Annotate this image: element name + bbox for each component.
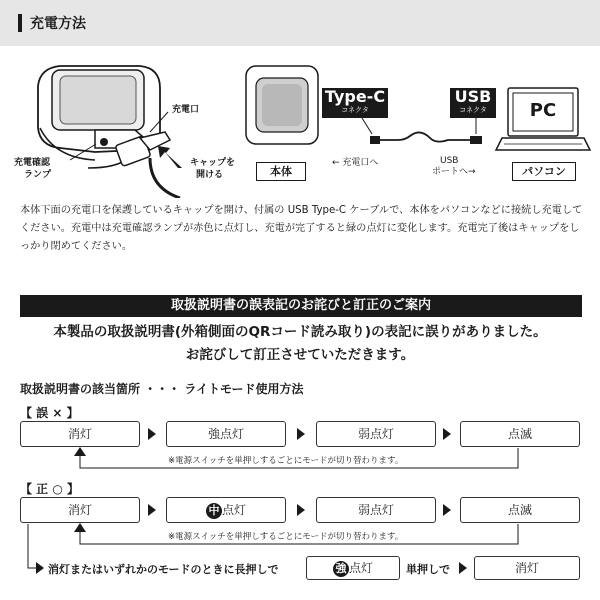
pc-label: パソコン [512,162,576,181]
typec-connector-label [322,88,388,118]
usb-port-label-1: USB [440,156,459,166]
open-cap-arrow [158,146,182,168]
wrong-step-strong: 強点灯 [166,421,286,447]
notice-line-1: 本製品の取扱説明書(外箱側面のQRコード読み取り)の表記に誤りがありました。 [53,324,547,340]
correct-arrow-2 [297,504,305,516]
lamp-label-2: ランプ [24,170,52,180]
correct-step-weak: 弱点灯 [316,497,436,523]
strong-mark: 強 [333,561,349,577]
long-press-arrow [36,562,44,574]
typec-plug [370,136,380,144]
long-press-text: 消灯またはいずれかのモードのときに長押しで [48,563,279,576]
wrong-note: ※電源スイッチを単押しするごとにモードが切り替わります。 [168,456,404,466]
usb-title: USB [454,87,492,106]
wrong-arrow-1 [148,428,156,440]
page-title: 充電方法 [30,16,86,32]
header-accent-bar [18,14,22,32]
single-press-text: 単押しで [406,563,450,576]
usb-plug [470,136,482,144]
correct-arrow-3 [443,504,451,516]
single-press-arrow [459,562,467,574]
wrong-arrow-3 [443,428,451,440]
section-header [0,0,600,46]
correct-step-medium [166,497,286,523]
cap-and-cable [115,132,180,198]
device-label: 本体 [256,162,306,181]
wrong-arrow-2 [297,428,305,440]
strong-rest: 点灯 [348,561,373,575]
to-port-label: ← 充電口へ [332,158,379,168]
wrong-step-weak: 弱点灯 [316,421,436,447]
final-off-box: 消灯 [474,556,580,580]
correct-step-blink: 点滅 [460,497,580,523]
correct-step-off: 消灯 [20,497,140,523]
charge-port-label: 充電口 [172,105,200,115]
wrong-tag: 【 誤 × 】 [20,406,79,420]
medium-rest: 点灯 [221,503,246,517]
correct-arrow-1 [148,504,156,516]
typec-sub: コネクタ [341,106,369,114]
correct-note: ※電源スイッチを単押しするごとにモードが切り替わります。 [168,532,404,542]
usb-cable [376,132,470,141]
cap-label-1: キャップを [190,158,236,168]
device-front-view [246,66,318,144]
pc-screen-text: PC [529,100,557,121]
cap-label-2: 開ける [196,170,224,180]
strong-mode-box [306,556,400,580]
wrong-step-blink: 点滅 [460,421,580,447]
charging-instructions: 本体下面の充電口を保護しているキャップを開け、付属の USB Type-C ケーブルで、本体をパソコンなどに接続し充電してください。充電中は充電確認ランプが赤色に点灯し、充電が完了すると緑の点灯に変化します。充電完了後はキャップをしっかり閉めてください。 [20,205,583,252]
typec-title: Type-C [324,87,386,106]
usb-port-label-2: ポートへ→ [432,167,476,177]
medium-mark: 中 [206,503,222,519]
notice-line-2: お詫びして訂正させていただきます。 [185,347,415,363]
lamp-label-1: 充電確認 [14,158,51,168]
notice-banner: 取扱説明書の誤表記のお詫びと訂正のご案内 [20,295,582,317]
wrong-step-off: 消灯 [20,421,140,447]
usb-sub: コネクタ [459,106,487,114]
section-title: 取扱説明書の該当箇所 ・・・ ライトモード使用方法 [20,382,304,396]
typec-pointer [362,118,372,134]
correct-tag: 【 正 ○ 】 [20,482,80,496]
usb-connector-label [450,88,496,118]
